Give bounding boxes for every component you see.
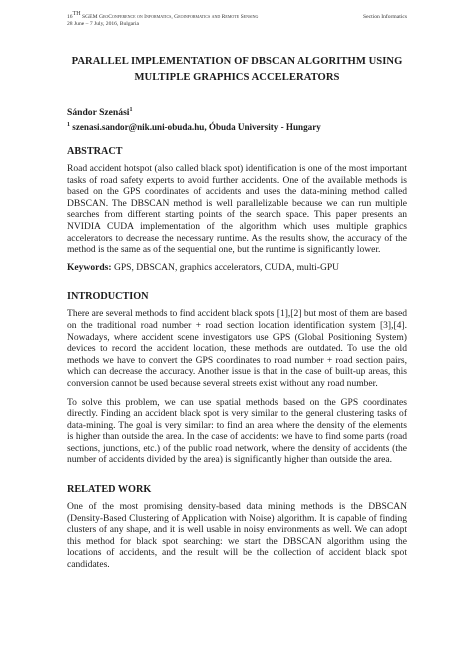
conference-ordinal-suffix: TH — [72, 11, 81, 18]
introduction-paragraph-1: There are several methods to find accident black spots [1],[2] but most of them are based on the traditional road number + road section location identification system [3],[4]. Nowadays, where accident scene investigators use GPS (Global Positioning System) devices to record the accident location, these methods are outdated. To use the old methods we have to convert the GPS coordinates to road number + road section pairs, which can decrease the accuracy. Another issue is that in the case of built-up areas, this conversion cannot be used because several streets exist without any road number. — [67, 308, 407, 389]
keywords-label: Keywords: — [67, 261, 112, 273]
related-work-heading: RELATED WORK — [67, 484, 152, 496]
conference-header — [67, 11, 259, 21]
abstract-text: Road accident hotspot (also called black spot) identification is one of the most important tasks of road safety experts to avoid further accidents. One of the available methods is based on the GPS coordinates of accidents and uses the data-mining method called DBSCAN. The DBSCAN method is well parallelizable because we can run multiple searches from different starting points of the search space. This paper presents an NVIDIA CUDA implementation of the algorithm which uses multiple graphics accelerators to decrease the necessary runtime. As the results show, the accuracy of the method is the same as of the sequential one, but the runtime is significantly lower. — [67, 163, 407, 256]
author — [67, 107, 407, 119]
title-line-1: PARALLEL IMPLEMENTATION OF DBSCAN ALGORITHM USING — [71, 56, 403, 67]
title-line-2: MULTIPLE GRAPHICS ACCELERATORS — [134, 72, 340, 83]
related-work-paragraph-1: One of the most promising density-based data mining methods is the DBSCAN (Density-Based Clustering of Application with Noise) algorithm. It is capable of finding clusters of any shape, and it is well usable in noisy environments as well. We can adopt this method for black spot searching: we start the DBSCAN algorithm using the locations of accidents, and the result will be the collection of accident black spot candidates. — [67, 501, 407, 571]
conference-name: SGEM GeoConference on Informatics, Geoinformatics and Remote Sensing — [82, 14, 259, 20]
keywords-list: GPS, DBSCAN, graphics accelerators, CUDA, multi-GPU — [113, 261, 340, 273]
keywords — [67, 262, 407, 274]
abstract-heading: ABSTRACT — [67, 146, 123, 157]
author-name: Sándor Szenási — [67, 107, 130, 118]
introduction-heading: INTRODUCTION — [67, 291, 149, 303]
section-name: Section Informatics — [363, 14, 407, 20]
conference-ordinal: 16 — [67, 14, 73, 20]
running-header — [67, 11, 407, 21]
affiliation-footnote-mark: 1 — [67, 121, 70, 128]
paper-title — [67, 54, 407, 86]
author-footnote-mark: 1 — [129, 106, 133, 113]
affiliation-text: szenasi.sandor@nik.uni-obuda.hu, Óbuda University - Hungary — [72, 122, 321, 132]
conference-dates: 28 June – 7 July, 2016, Bulgaria — [67, 21, 140, 27]
introduction-paragraph-2: To solve this problem, we can use spatial methods based on the GPS coordinates directly. Finding an accident black spot is very similar to the general clustering tasks of data-mining. The goal is very similar: to find an area where the density of the elements is higher than outside the area. In the case of accidents: we have to find some parts (road sections, junctions, etc.) of the public road network, where the density of accidents (the number of accidents divided by the area) is significantly higher than outside the area. — [67, 396, 407, 466]
affiliation — [67, 121, 407, 133]
